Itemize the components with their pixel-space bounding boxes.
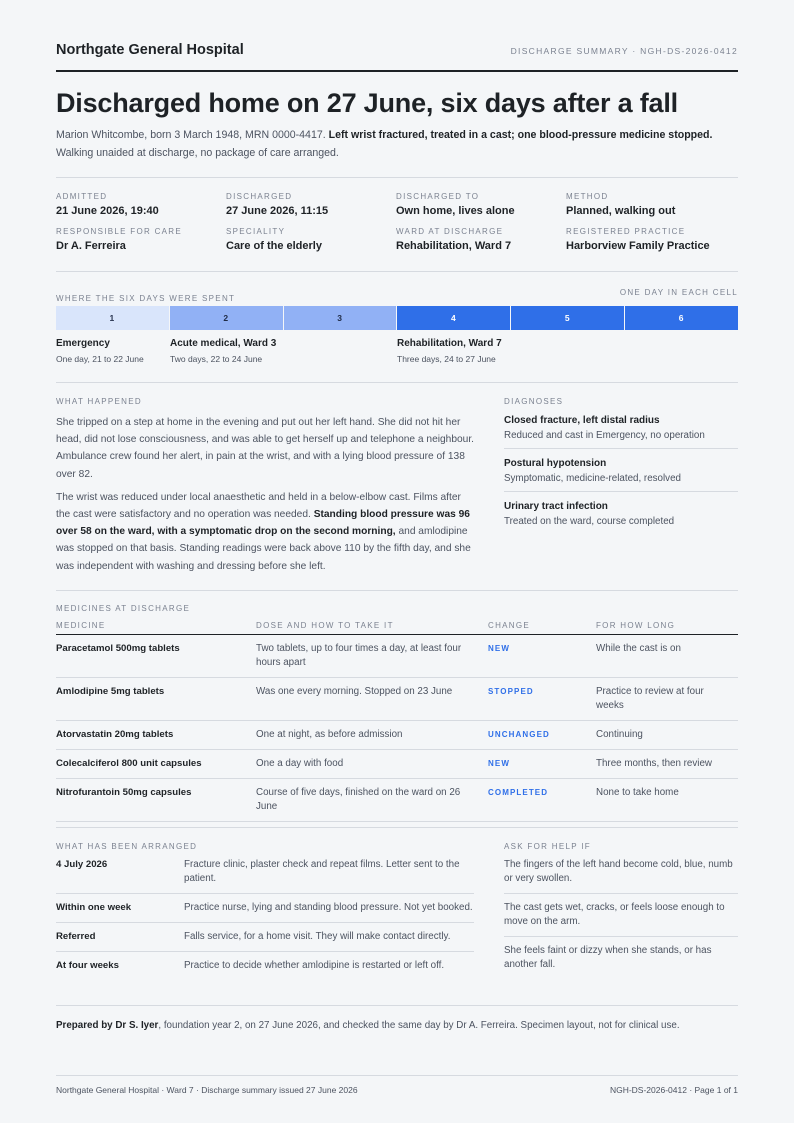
header-bar — [56, 42, 738, 72]
table-row: Colecalciferol 800 unit capsules One a day with food NEW Three months, then review — [56, 750, 738, 779]
table-row: Amlodipine 5mg tablets Was one every morning. Stopped on 23 June STOPPED Practice to review at four weeks — [56, 678, 738, 721]
change-badge: COMPLETED — [488, 788, 549, 797]
arranged-item: Within one week Practice nurse, lying and standing blood pressure. Not yet booked. — [56, 894, 474, 923]
change-badge: NEW — [488, 644, 510, 653]
change-badge: UNCHANGED — [488, 730, 550, 739]
medicines-label: MEDICINES AT DISCHARGE — [56, 604, 191, 613]
ask-for-help-section — [504, 842, 738, 979]
footer-page: NGH-DS-2026-0412 · Page 1 of 1 — [609, 1085, 738, 1095]
prepared-by: Prepared by Dr S. Iyer, foundation year 2, on 27 June 2026, and checked the same day by Dr A. Ferreira. Specimen layout, not for clinical use. — [56, 1020, 680, 1031]
day-cell: 6 — [625, 306, 738, 330]
ask-label: ASK FOR HELP IF — [504, 842, 591, 851]
what-happened-section — [56, 397, 474, 581]
warning-item: The cast gets wet, cracks, or feels loose enough to move on the arm. — [504, 894, 738, 937]
diagnosis-item: Postural hypotension Symptomatic, medicine-related, resolved — [504, 449, 738, 492]
meta-responsible: RESPONSIBLE FOR CARE Dr A. Ferreira — [56, 227, 183, 252]
day-cell: 3 — [284, 306, 398, 330]
meta-admitted: ADMITTED 21 June 2026, 19:40 — [56, 192, 159, 217]
table-row: Atorvastatin 20mg tablets One at night, as before admission UNCHANGED Continuing — [56, 721, 738, 750]
page-title: Discharged home on 27 June, six days after a fall — [56, 88, 678, 118]
patient-summary — [56, 127, 738, 162]
stay-label: WHERE THE SIX DAYS WERE SPENT — [56, 294, 236, 303]
day-cell: 5 — [511, 306, 625, 330]
hospital-name: Northgate General Hospital — [56, 42, 244, 58]
ward-emergency: Emergency One day, 21 to 22 June — [56, 338, 144, 364]
divider — [56, 271, 738, 272]
meta-speciality: SPECIALITY Care of the elderly — [226, 227, 322, 252]
admission-details — [56, 192, 738, 252]
footer-left: Northgate General Hospital · Ward 7 · Discharge summary issued 27 June 2026 — [56, 1085, 358, 1095]
meta-ward: WARD AT DISCHARGE Rehabilitation, Ward 7 — [396, 227, 512, 252]
divider — [56, 1075, 738, 1076]
warning-item: She feels faint or dizzy when she stands, or has another fall. — [504, 945, 712, 970]
arranged-label: WHAT HAS BEEN ARRANGED — [56, 842, 198, 851]
day-cell: 2 — [170, 306, 284, 330]
change-badge: NEW — [488, 759, 510, 768]
meta-practice: REGISTERED PRACTICE Harborview Family Practice — [566, 227, 710, 252]
divider — [56, 827, 738, 828]
patient-identity: Marion Whitcombe, born 3 March 1948, MRN 0000-4417. — [56, 129, 326, 141]
footer — [56, 1085, 738, 1095]
day-timeline — [56, 306, 738, 330]
narrative-paragraph: She tripped on a step at home in the evening and put out her left hand. She did not hit her head, did not lose consciousness, and was able to get herself up and telephone a neighbour. Ambulance crew found her alert, in pain at the wrist, and with a lying blood pressure of 138 over 82. — [56, 417, 474, 480]
summary-headline: Left wrist fractured, treated in a cast; one blood-pressure medicine stopped. — [328, 129, 713, 141]
day-cell: 1 — [56, 306, 170, 330]
diagnoses-section — [504, 397, 738, 534]
meta-method: METHOD Planned, walking out — [566, 192, 676, 217]
medicines-section — [56, 604, 738, 822]
day-cell: 4 — [397, 306, 511, 330]
ward-rehabilitation: Rehabilitation, Ward 7 Three days, 24 to 27 June — [397, 338, 502, 364]
diagnoses-label: DIAGNOSES — [504, 397, 564, 406]
divider — [56, 1005, 738, 1006]
ward-acute-medical: Acute medical, Ward 3 Two days, 22 to 24 June — [170, 338, 277, 364]
medicines-table-header: MEDICINE DOSE AND HOW TO TAKE IT CHANGE FOR HOW LONG — [56, 621, 738, 635]
summary-tail: Walking unaided at discharge, no package of care arranged. — [56, 146, 339, 159]
diagnosis-item: Urinary tract infection Treated on the ward, course completed — [504, 501, 675, 527]
arranged-section — [56, 842, 474, 980]
table-row: Paracetamol 500mg tablets Two tablets, up to four times a day, at least four hours apart NEW While the cast is on — [56, 635, 738, 678]
arranged-item: Referred Falls service, for a home visit. They will make contact directly. — [56, 923, 474, 952]
table-row: Nitrofurantoin 50mg capsules Course of five days, finished on the ward on 26 June COMPLETED None to take home — [56, 779, 738, 822]
narrative-paragraph: The wrist was reduced under local anaesthetic and held in a below-elbow cast. Films after the cast were satisfactory and no operation was needed. Standing blood pressure was 96 over 58 on the ward, with a symptomatic drop on the second morning, and amlodipine was stopped on that basis. Standing readings were back above 110 by the fifth day, and she was independent with washing and dressing before she left. — [56, 491, 471, 572]
diagnosis-item: Closed fracture, left distal radius Reduced and cast in Emergency, no operation — [504, 406, 738, 449]
arranged-item: At four weeks Practice to decide whether amlodipine is restarted or left off. — [56, 960, 445, 971]
meta-discharged-to: DISCHARGED TO Own home, lives alone — [396, 192, 515, 217]
meta-discharged: DISCHARGED 27 June 2026, 11:15 — [226, 192, 329, 217]
divider — [56, 177, 738, 178]
change-badge: STOPPED — [488, 687, 534, 696]
what-happened-label: WHAT HAPPENED — [56, 397, 142, 406]
divider — [56, 590, 738, 591]
stay-header — [56, 288, 738, 306]
divider — [56, 382, 738, 383]
document-id: DISCHARGE SUMMARY · NGH-DS-2026-0412 — [510, 46, 738, 56]
stay-note: ONE DAY IN EACH CELL — [619, 288, 738, 297]
warning-item: The fingers of the left hand become cold, blue, numb or very swollen. — [504, 851, 738, 894]
arranged-item: 4 July 2026 Fracture clinic, plaster check and repeat films. Letter sent to the patient. — [56, 851, 474, 894]
